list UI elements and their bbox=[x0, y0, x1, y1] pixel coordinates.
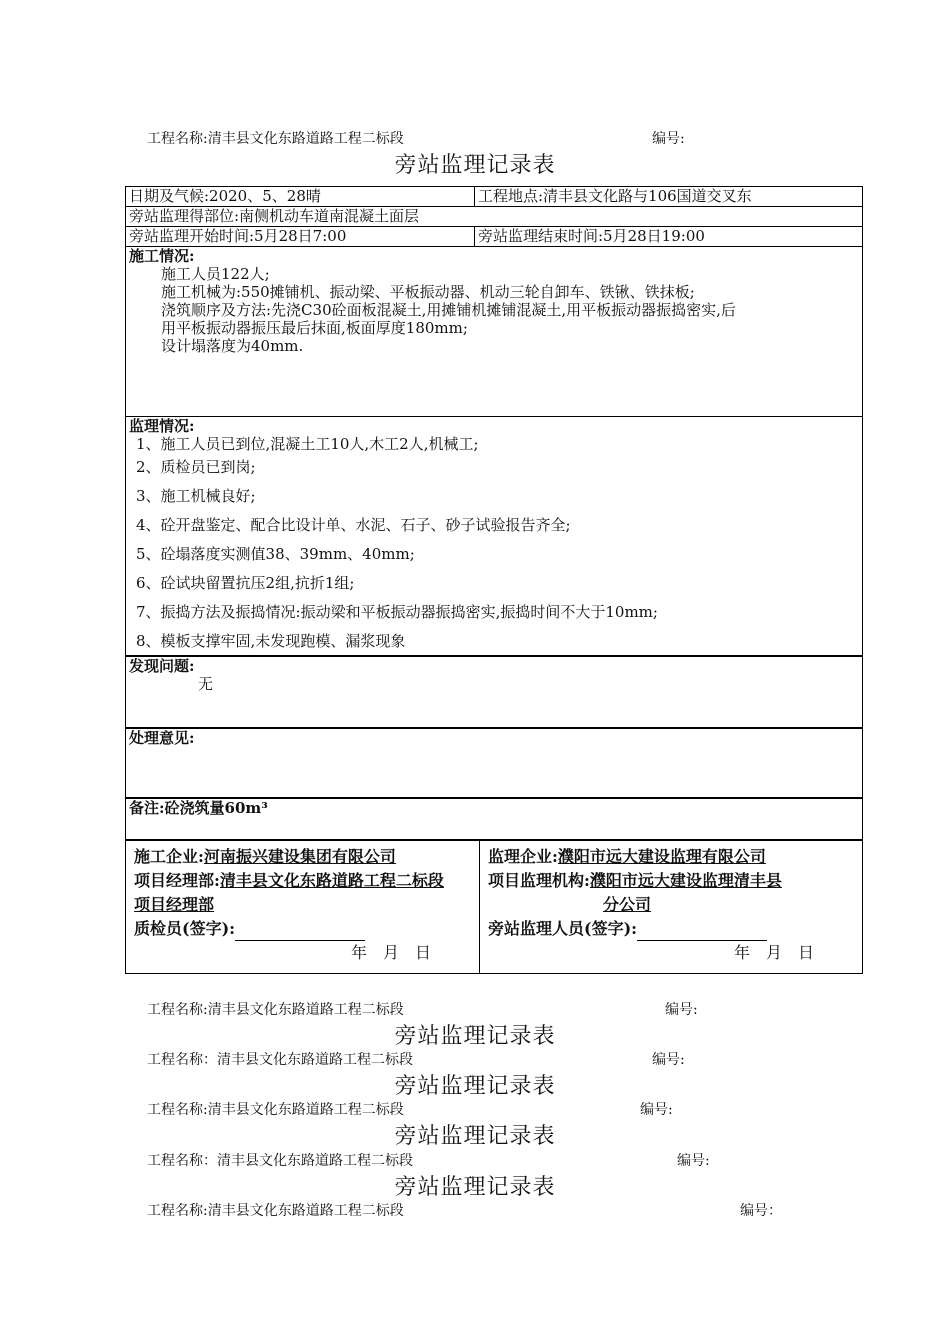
supervision-item: 3、施工机械良好; bbox=[136, 487, 256, 505]
repeat-title: 旁站监理记录表 bbox=[394, 1074, 556, 1099]
repeat-title: 旁站监理记录表 bbox=[394, 1124, 556, 1149]
problems-section bbox=[126, 657, 862, 729]
problems-text: 无 bbox=[198, 675, 214, 693]
construction-title: 施工情况: bbox=[129, 247, 195, 265]
repeat-header bbox=[147, 1099, 404, 1119]
number-label: 编号: bbox=[677, 1153, 710, 1169]
project-name: 清丰县文化东路道路工程二标段 bbox=[207, 1203, 404, 1219]
project-label: 工程名称： bbox=[147, 1153, 217, 1169]
number-label: 编号: bbox=[665, 1002, 698, 1018]
project-name: 清丰县文化东路道路工程二标段 bbox=[217, 1052, 413, 1068]
construction-line: 施工机械为:550摊铺机、振动梁、平板振动器、机动三轮自卸车、铁锹、铁抹板; bbox=[161, 283, 695, 301]
page-title: 旁站监理记录表 bbox=[394, 153, 556, 178]
number-label: 编号: bbox=[652, 131, 685, 147]
supervisor-org2: 分公司 bbox=[603, 895, 652, 914]
supervisor-block bbox=[480, 841, 862, 973]
supervision-item: 2、质检员已到岗; bbox=[136, 458, 256, 476]
supervision-item: 1、施工人员已到位,混凝土工10人,木工2人,机械工; bbox=[136, 435, 479, 453]
inspector-signature-line[interactable] bbox=[235, 926, 365, 941]
supervision-item: 4、砼开盘鉴定、配合比设计单、水泥、石子、砂子试验报告齐全; bbox=[136, 516, 571, 534]
supervision-item: 5、砼塌落度实测值38、39mm、40mm; bbox=[136, 545, 415, 563]
project-label: 工程名称: bbox=[147, 1203, 208, 1219]
repeat-title: 旁站监理记录表 bbox=[394, 1175, 556, 1200]
construction-line: 浇筑顺序及方法:先浇C30砼面板混凝土,用摊铺机摊铺混凝土,用平板振动器振捣密实,后 bbox=[161, 301, 736, 319]
location: 工程地点:清丰县文化路与106国道交叉东 bbox=[478, 187, 752, 205]
time-row bbox=[126, 227, 862, 247]
supervisor-org-label: 项目监理机构: bbox=[488, 871, 590, 890]
supervision-item: 6、砼试块留置抗压2组,抗折1组; bbox=[136, 574, 355, 592]
project-name: 清丰县文化东路道路工程二标段 bbox=[207, 131, 404, 147]
repeat-header bbox=[147, 1150, 413, 1170]
contractor-company: 河南振兴建设集团有限公司 bbox=[203, 847, 396, 866]
repeat-title: 旁站监理记录表 bbox=[394, 1024, 556, 1049]
construction-line: 施工人员122人; bbox=[161, 265, 270, 283]
remark: 备注:砼浇筑量60m³ bbox=[129, 799, 268, 817]
supervisor-company: 濮阳市远大建设监理有限公司 bbox=[557, 847, 766, 866]
problems-title: 发现问题: bbox=[129, 657, 195, 675]
supervision-item: 7、振捣方法及振捣情况:振动梁和平板振动器振捣密实,振捣时间不大于10mm; bbox=[136, 603, 658, 621]
part: 旁站监理得部位:南侧机动车道南混凝土面层 bbox=[126, 207, 862, 227]
repeat-header bbox=[147, 1049, 413, 1069]
contractor-block bbox=[126, 841, 480, 973]
project-label: 工程名称: bbox=[147, 1002, 208, 1018]
number-label: 编号: bbox=[640, 1102, 673, 1118]
repeat-header bbox=[147, 999, 404, 1019]
project-label: 工程名称: bbox=[147, 131, 208, 147]
number-label: 编号： bbox=[740, 1203, 782, 1219]
handling-section bbox=[126, 729, 862, 799]
start-time: 旁站监理开始时间:5月28日7:00 bbox=[126, 227, 475, 246]
contractor-dept2: 项目经理部 bbox=[134, 895, 215, 914]
project-label: 工程名称： bbox=[147, 1052, 217, 1068]
contractor-date: 年 月 日 bbox=[350, 943, 431, 962]
construction-line: 设计塌落度为40mm. bbox=[161, 337, 304, 355]
date-weather: 日期及气候:2020、5、28晴 bbox=[126, 187, 475, 206]
date-location-row bbox=[126, 187, 862, 207]
supervisor-company-label: 监理企业: bbox=[488, 847, 558, 866]
supervisor-org: 濮阳市远大建设监理清丰县 bbox=[589, 871, 782, 890]
supervisor-date: 年 月 日 bbox=[733, 943, 814, 962]
construction-line: 用平板振动器振压最后抹面,板面厚度180mm; bbox=[161, 319, 468, 337]
project-name: 清丰县文化东路道路工程二标段 bbox=[217, 1153, 413, 1169]
contractor-company-label: 施工企业: bbox=[134, 847, 204, 866]
supervisor-signature-line[interactable] bbox=[637, 926, 767, 941]
number-label: 编号: bbox=[652, 1052, 685, 1068]
contractor-dept: 清丰县文化东路道路工程二标段 bbox=[219, 871, 444, 890]
project-name: 清丰县文化东路道路工程二标段 bbox=[207, 1002, 404, 1018]
repeat-header bbox=[147, 1200, 404, 1220]
construction-section bbox=[126, 247, 862, 417]
project-label: 工程名称: bbox=[147, 1102, 208, 1118]
supervision-item: 8、模板支撑牢固,未发现跑模、漏浆现象 bbox=[136, 632, 406, 650]
supervision-section bbox=[126, 417, 862, 657]
project-name: 清丰县文化东路道路工程二标段 bbox=[207, 1102, 404, 1118]
contractor-dept-label: 项目经理部: bbox=[134, 871, 220, 890]
remark-section bbox=[126, 799, 862, 841]
handling-title: 处理意见: bbox=[129, 729, 195, 747]
end-time: 旁站监理结束时间:5月28日19:00 bbox=[478, 227, 705, 245]
signature-section bbox=[126, 841, 862, 973]
project-header bbox=[147, 128, 404, 148]
inspector-label: 质检员(签字): bbox=[134, 919, 236, 938]
supervision-title: 监理情况: bbox=[129, 417, 195, 435]
record-form bbox=[125, 186, 863, 974]
supervisor-person-label: 旁站监理人员(签字): bbox=[488, 919, 638, 938]
